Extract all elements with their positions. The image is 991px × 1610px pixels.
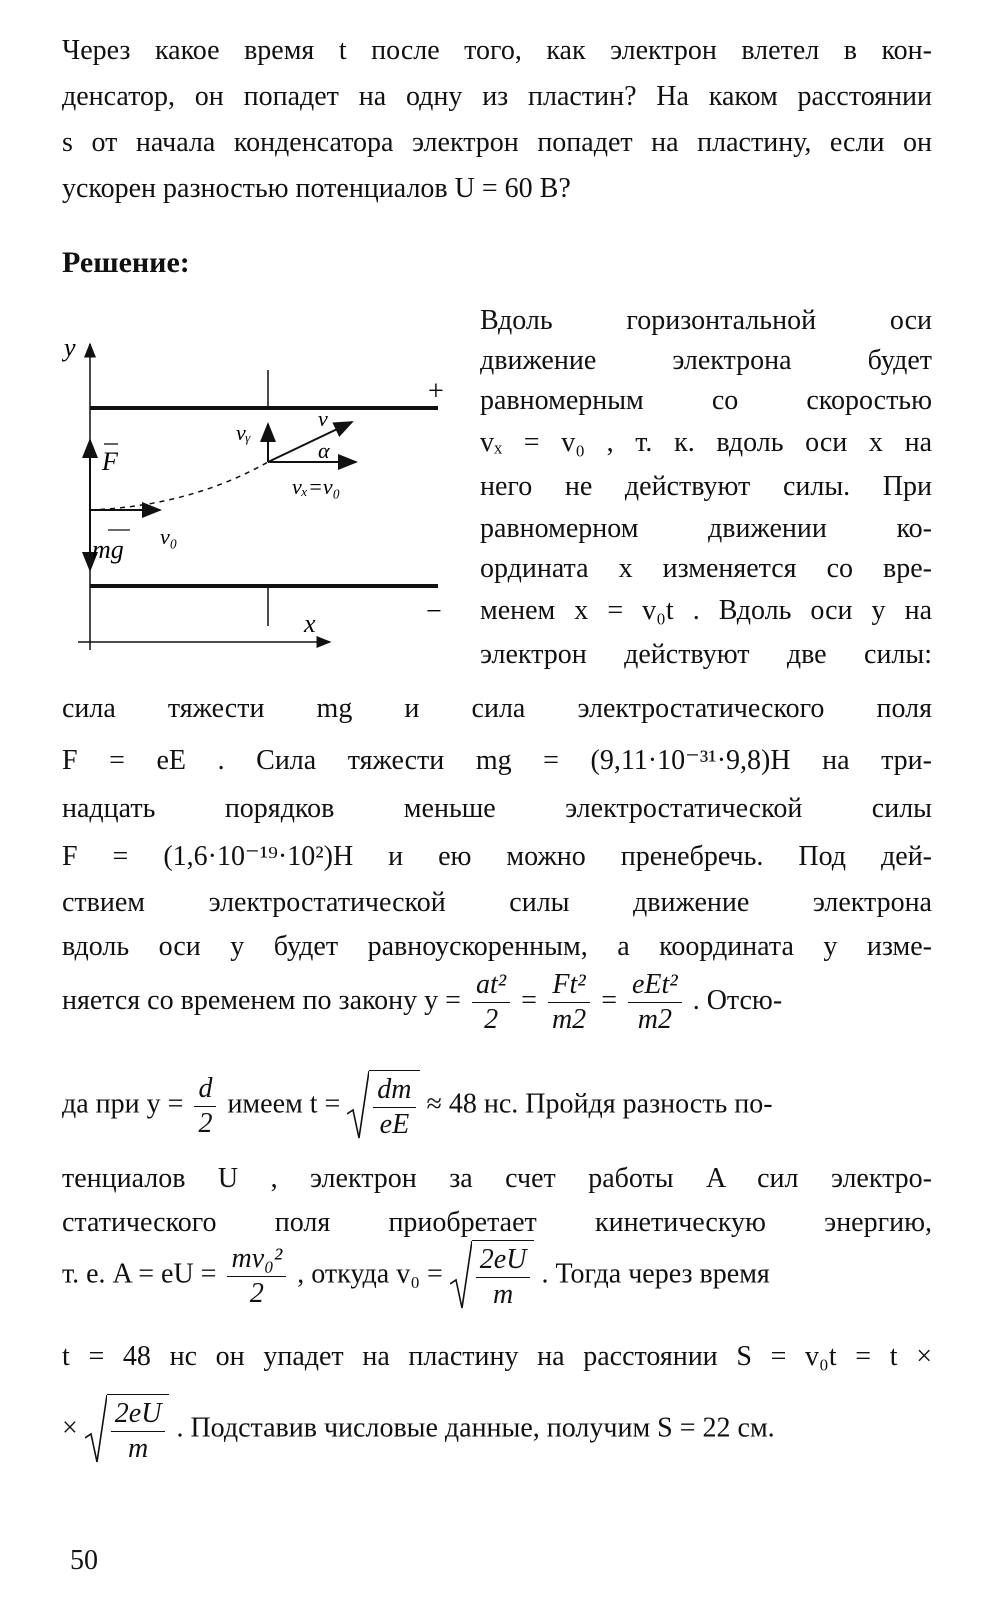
label-alpha: α bbox=[318, 438, 330, 463]
den-2b: 2 bbox=[198, 1107, 213, 1139]
label-F: F bbox=[102, 447, 118, 476]
num-eet2: eEt² bbox=[628, 968, 682, 1003]
right-line-7: ордината x изменяется со вре- bbox=[480, 553, 932, 584]
body-line-8 bbox=[62, 1070, 932, 1142]
den-m3: m bbox=[128, 1433, 149, 1464]
minus-sign: − bbox=[426, 596, 442, 627]
fraction-d2 bbox=[194, 1072, 216, 1141]
fraction-mv02 bbox=[227, 1242, 286, 1311]
right-line-6: равномерном движении ко- bbox=[480, 513, 932, 544]
den-m2a: m2 bbox=[551, 1004, 587, 1035]
right-line-4: vₓ = v₀ , т. к. вдоль оси x на bbox=[480, 427, 932, 458]
right-line-3: равномерным со скоростью bbox=[480, 385, 932, 416]
body-line-11 bbox=[62, 1240, 932, 1312]
problem-line-3: s от начала конденсатора электрон попадет на пластину, если он bbox=[62, 127, 932, 158]
label-vy: vᵧ bbox=[236, 420, 251, 445]
body-line-10: статического поля приобретает кинетическую энергию, bbox=[62, 1207, 932, 1238]
line8-mid: имеем t = bbox=[227, 1088, 341, 1120]
right-line-2: движение электрона будет bbox=[480, 345, 932, 376]
line13-prefix: × bbox=[62, 1412, 78, 1444]
solution-heading: Решение: bbox=[62, 246, 190, 279]
num-mv02: mv₀² bbox=[227, 1242, 286, 1277]
label-v0: v₀ bbox=[160, 524, 178, 549]
line13-suffix: . Подставив числовые данные, получим S = 22 см. bbox=[176, 1412, 775, 1444]
body-line-12: t = 48 нс он упадет на пластину на расстоянии S = v₀t = t × bbox=[62, 1341, 932, 1372]
den-m2b: m2 bbox=[637, 1004, 672, 1035]
body-line-13 bbox=[62, 1394, 932, 1466]
law-prefix: няется со временем по закону y = bbox=[62, 984, 461, 1016]
sqrt-dm-ee bbox=[347, 1070, 419, 1142]
label-mg: mg bbox=[92, 535, 124, 564]
equals-1: = bbox=[521, 984, 537, 1016]
fraction-ft2 bbox=[548, 968, 590, 1037]
line11-mid: , откуда v₀ = bbox=[297, 1258, 443, 1290]
line11-suffix: . Тогда через время bbox=[541, 1258, 770, 1290]
den-ee: eE bbox=[379, 1109, 410, 1140]
plus-sign: + bbox=[428, 376, 444, 407]
body-line-9: тенциалов U , электрон за счет работы A сил электро- bbox=[62, 1163, 932, 1194]
body-line-7 bbox=[62, 968, 932, 1037]
num-ft2: Ft² bbox=[548, 968, 590, 1003]
sqrt-2eu-m bbox=[450, 1240, 535, 1312]
body-line-6: вдоль оси y будет равноускоренным, а координата y изме- bbox=[62, 931, 932, 962]
den-2: 2 bbox=[484, 1004, 499, 1035]
problem-line-4: ускорен разностью потенциалов U = 60 В? bbox=[62, 173, 571, 204]
law-suffix: . Отсю- bbox=[692, 984, 783, 1016]
body-line-5: ствием электростатической силы движение электрона bbox=[62, 887, 932, 918]
den-m: m bbox=[493, 1279, 514, 1310]
fraction-eet2 bbox=[628, 968, 682, 1037]
num-d: d bbox=[194, 1072, 216, 1107]
problem-line-2: денсатор, он попадет на одну из пластин? На каком расстоянии bbox=[62, 81, 932, 112]
right-line-9: электрон действуют две силы: bbox=[480, 639, 932, 670]
label-vx: vₓ=v₀ bbox=[292, 474, 341, 499]
right-line-1: Вдоль горизонтальной оси bbox=[480, 305, 932, 336]
num-dm: dm bbox=[373, 1073, 415, 1108]
line8-prefix: да при y = bbox=[62, 1088, 184, 1120]
problem-line-1: Через какое время t после того, как электрон влетел в кон- bbox=[62, 35, 932, 66]
num-2eu: 2eU bbox=[476, 1243, 531, 1278]
body-line-1: сила тяжести mg и сила электростатического поля bbox=[62, 693, 932, 724]
label-v: v bbox=[318, 406, 328, 431]
capacitor-diagram bbox=[60, 330, 460, 660]
line8-suffix: ≈ 48 нс. Пройдя разность по- bbox=[426, 1088, 773, 1120]
v-arrow bbox=[268, 422, 352, 462]
den-2c: 2 bbox=[249, 1277, 264, 1309]
body-line-3: надцать порядков меньше электростатической силы bbox=[62, 793, 932, 824]
fraction-at2 bbox=[472, 968, 510, 1037]
body-line-4: F = (1,6·10⁻¹⁹·10²)Н и ею можно пренебречь. Под дей- bbox=[62, 841, 932, 872]
num-2eu-2: 2eU bbox=[111, 1397, 166, 1432]
page-number: 50 bbox=[70, 1545, 98, 1576]
sqrt-2eu-m-2 bbox=[85, 1394, 170, 1466]
num-at2: at² bbox=[472, 968, 510, 1003]
axis-x-label: x bbox=[304, 609, 316, 638]
right-line-5: него не действуют силы. При bbox=[480, 471, 932, 502]
equals-2: = bbox=[601, 984, 617, 1016]
right-line-8: менем x = v₀t . Вдоль оси y на bbox=[480, 595, 932, 626]
line11-prefix: т. е. A = eU = bbox=[62, 1258, 217, 1290]
axis-y-label: y bbox=[64, 333, 76, 362]
body-line-2: F = eE . Сила тяжести mg = (9,11·10⁻³¹·9,8)Н на три- bbox=[62, 745, 932, 776]
